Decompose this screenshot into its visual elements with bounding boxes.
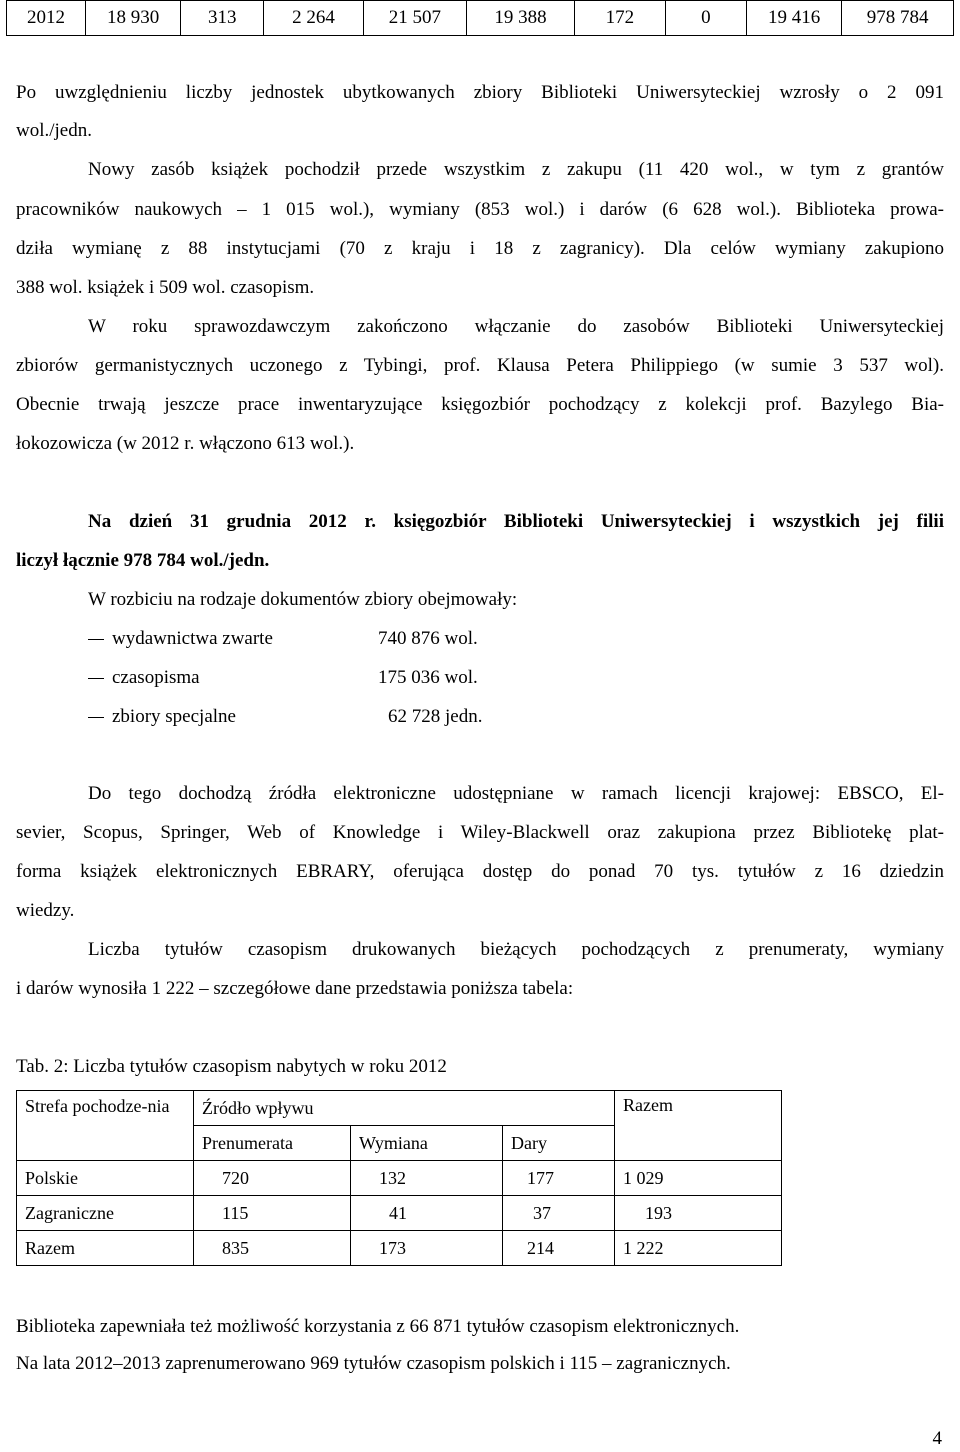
table-cell: 835 bbox=[194, 1231, 351, 1266]
paragraph-line: Biblioteka zapewniała też możliwość korzystania z 66 871 tytułów czasopism elektronicznych. bbox=[16, 1316, 740, 1337]
table-cell: 214 bbox=[503, 1231, 615, 1266]
dash-icon bbox=[88, 639, 104, 640]
list-item-value: 740 876 wol. bbox=[378, 628, 478, 649]
table-header-total: Razem bbox=[615, 1091, 782, 1161]
table-cell: Razem bbox=[17, 1231, 194, 1266]
list-item bbox=[88, 667, 200, 689]
table-cell: 1 029 bbox=[615, 1161, 782, 1196]
list-item bbox=[88, 628, 273, 650]
paragraph-line: Nowy zasób książek pochodził przede wszystkim z zakupu (11 420 wol., w tym z grantów bbox=[88, 159, 944, 180]
stats-table-row bbox=[6, 0, 954, 36]
table-cell: 2012 bbox=[7, 1, 86, 36]
table-cell: 720 bbox=[194, 1161, 351, 1196]
table-cell: 19 416 bbox=[746, 1, 841, 36]
table-cell: 132 bbox=[351, 1161, 503, 1196]
table-subheader: Dary bbox=[503, 1126, 615, 1161]
table-cell: Polskie bbox=[17, 1161, 194, 1196]
paragraph-line: 388 wol. książek i 509 wol. czasopism. bbox=[16, 277, 315, 298]
paragraph-line: Liczba tytułów czasopism drukowanych bieżących pochodzących z prenumeraty, wymiany bbox=[88, 939, 944, 960]
paragraph-line: Na lata 2012–2013 zaprenumerowano 969 tytułów czasopism polskich i 115 – zagranicznych. bbox=[16, 1353, 731, 1374]
list-item-label: wydawnictwa zwarte bbox=[112, 628, 273, 649]
table-row bbox=[17, 1231, 782, 1266]
table-cell: 978 784 bbox=[842, 1, 954, 36]
summary-heading: liczył łącznie 978 784 wol./jedn. bbox=[16, 550, 270, 571]
dash-icon bbox=[88, 678, 104, 679]
list-item-value: 175 036 wol. bbox=[378, 667, 478, 688]
paragraph-line: wiedzy. bbox=[16, 900, 75, 921]
table-cell: 2 264 bbox=[264, 1, 363, 36]
dash-icon bbox=[88, 717, 104, 718]
table-subheader: Prenumerata bbox=[194, 1126, 351, 1161]
paragraph-line: Do tego dochodzą źródła elektroniczne udostępniane w ramach licencji krajowej: EBSCO, El- bbox=[88, 783, 944, 804]
table-cell: 193 bbox=[615, 1196, 782, 1231]
paragraph-line: i darów wynosiła 1 222 – szczegółowe dane przedstawia poniższa tabela: bbox=[16, 978, 574, 999]
paragraph-line: zbiorów germanistycznych uczonego z Tybingi, prof. Klausa Petera Philippiego (w sumie 3 537 wol). bbox=[16, 355, 944, 376]
paragraph-line: Po uwzględnieniu liczby jednostek ubytkowanych zbiory Biblioteki Uniwersyteckiej wzrosły o 2 091 bbox=[16, 82, 944, 103]
table-cell: 1 222 bbox=[615, 1231, 782, 1266]
list-item-value: 62 728 jedn. bbox=[388, 706, 483, 727]
list-item bbox=[88, 706, 236, 728]
table-cell: 19 388 bbox=[467, 1, 575, 36]
table-row bbox=[17, 1196, 782, 1231]
paragraph-line: W roku sprawozdawczym zakończono włączanie do zasobów Biblioteki Uniwersyteckiej bbox=[88, 316, 944, 337]
table-cell: 177 bbox=[503, 1161, 615, 1196]
table-cell: 41 bbox=[351, 1196, 503, 1231]
table-cell: 37 bbox=[503, 1196, 615, 1231]
table-cell: 21 507 bbox=[363, 1, 467, 36]
table-cell: Zagraniczne bbox=[17, 1196, 194, 1231]
journals-table bbox=[16, 1090, 782, 1266]
summary-intro: W rozbiciu na rodzaje dokumentów zbiory obejmowały: bbox=[88, 589, 518, 610]
table-cell: 173 bbox=[351, 1231, 503, 1266]
table-caption: Tab. 2: Liczba tytułów czasopism nabytych w roku 2012 bbox=[16, 1056, 447, 1077]
paragraph-line: sevier, Scopus, Springer, Web of Knowledge i Wiley-Blackwell oraz zakupiona przez Bibliotekę plat- bbox=[16, 822, 944, 843]
table-subheader: Wymiana bbox=[351, 1126, 503, 1161]
paragraph-line: Obecnie trwają jeszcze prace inwentaryzujące księgozbiór pochodzący z kolekcji prof. Bazylego Bia- bbox=[16, 394, 944, 415]
list-item-label: zbiory specjalne bbox=[112, 706, 236, 727]
paragraph-line: wol./jedn. bbox=[16, 120, 92, 141]
table-cell: 18 930 bbox=[85, 1, 180, 36]
paragraph-line: forma książek elektronicznych EBRARY, oferująca dostęp do ponad 70 tys. tytułów z 16 dziedzin bbox=[16, 861, 944, 882]
paragraph-line: łokozowicza (w 2012 r. włączono 613 wol.). bbox=[16, 433, 355, 454]
table-cell: 313 bbox=[181, 1, 264, 36]
table-cell: 172 bbox=[574, 1, 665, 36]
table-cell: 0 bbox=[665, 1, 746, 36]
table-cell: 115 bbox=[194, 1196, 351, 1231]
table-header-zone: Strefa pochodze-nia bbox=[17, 1091, 194, 1161]
table-row bbox=[17, 1161, 782, 1196]
paragraph-line: dziła wymianę z 88 instytucjami (70 z kraju i 18 z zagranicy). Dla celów wymiany zakupiono bbox=[16, 238, 944, 259]
page-number: 4 bbox=[932, 1428, 942, 1449]
table-header-source: Źródło wpływu bbox=[194, 1091, 615, 1126]
list-item-label: czasopisma bbox=[112, 667, 200, 688]
summary-heading: Na dzień 31 grudnia 2012 r. księgozbiór Biblioteki Uniwersyteckiej i wszystkich jej filii bbox=[88, 511, 944, 532]
paragraph-line: pracowników naukowych – 1 015 wol.), wymiany (853 wol.) i darów (6 628 wol.). Biblioteka prowa- bbox=[16, 199, 944, 220]
